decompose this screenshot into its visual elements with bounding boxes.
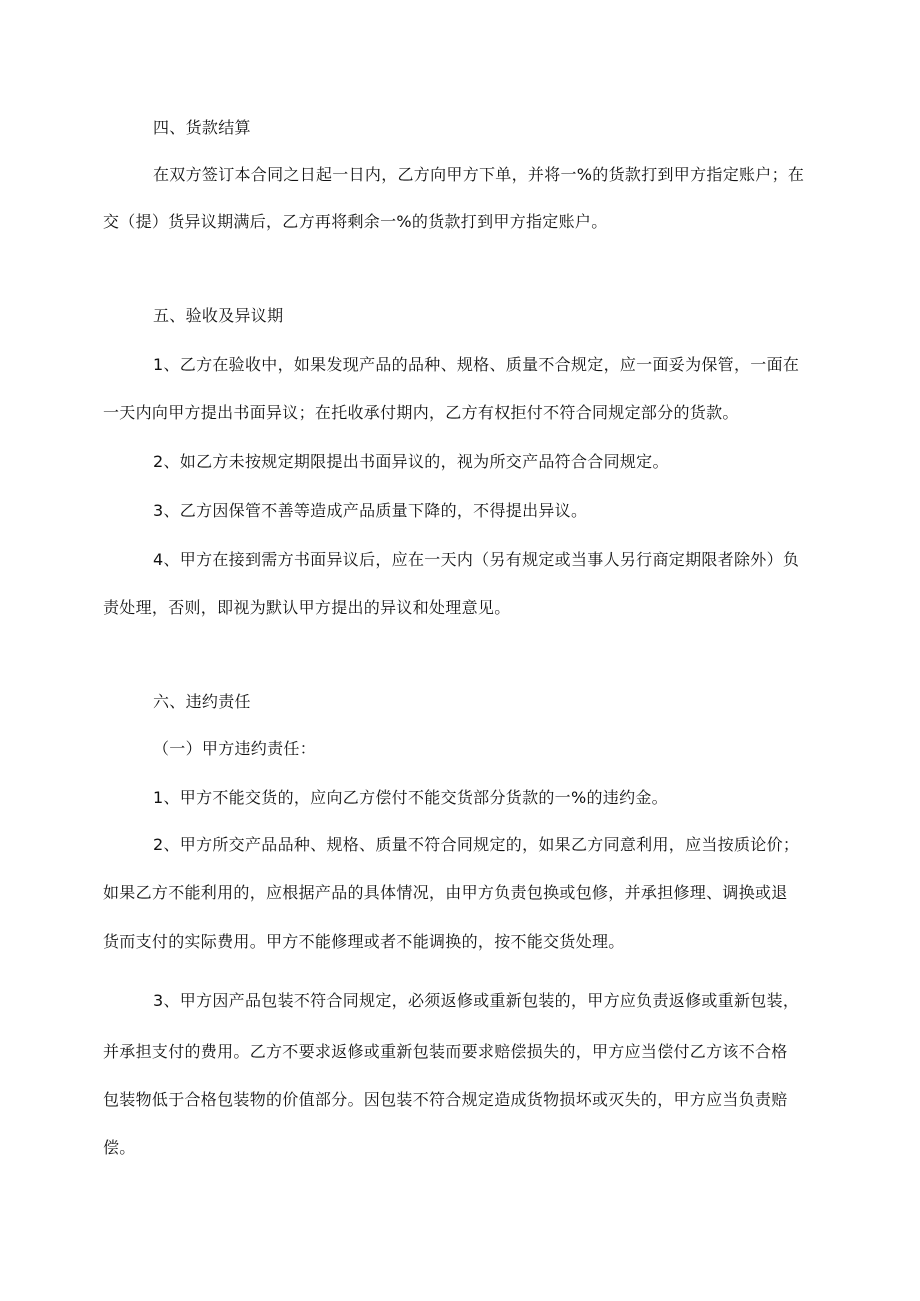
section-heading-liability: 六、违约责任 bbox=[153, 692, 251, 711]
liability-item-3-line: 3、甲方因产品包装不符合同规定，必须返修或重新包装的，甲方应负责返修或重新包装， bbox=[153, 991, 800, 1010]
inspection-item-4-line: 4、甲方在接到需方书面异议后，应在一天内（另有规定或当事人另行商定期限者除外）负 bbox=[153, 550, 800, 569]
subsection-heading-party-a: （一）甲方违约责任： bbox=[153, 739, 317, 758]
inspection-item-1-line: 一天内向甲方提出书面异议；在托收承付期内，乙方有权拒付不符合同规定部分的货款。 bbox=[103, 403, 739, 422]
liability-item-3-line: 并承担支付的费用。乙方不要求返修或重新包装而要求赔偿损失的，甲方应当偿付乙方该不合格 bbox=[103, 1042, 788, 1061]
liability-item-3-line: 包装物低于合格包装物的价值部分。因包装不符合规定造成货物损坏或灭失的，甲方应当负责赔 bbox=[103, 1090, 788, 1109]
section-heading-payment: 四、货款结算 bbox=[153, 118, 251, 137]
inspection-item-3: 3、乙方因保管不善等造成产品质量下降的，不得提出异议。 bbox=[153, 501, 588, 520]
inspection-item-2: 2、如乙方未按规定期限提出书面异议的，视为所交产品符合合同规定。 bbox=[153, 452, 669, 471]
liability-item-3-line: 偿。 bbox=[103, 1138, 136, 1157]
liability-item-2-line: 2、甲方所交产品品种、规格、质量不符合同规定的，如果乙方同意利用，应当按质论价； bbox=[153, 835, 800, 854]
inspection-item-4-line: 责处理，否则，即视为默认甲方提出的异议和处理意见。 bbox=[103, 598, 511, 617]
paragraph-payment-line: 交（提）货异议期满后，乙方再将剩余一%的货款打到甲方指定账户。 bbox=[103, 212, 608, 231]
inspection-item-1-line: 1、乙方在验收中，如果发现产品的品种、规格、质量不合规定，应一面妥为保管，一面在 bbox=[153, 355, 800, 374]
liability-item-2-line: 如果乙方不能利用的，应根据产品的具体情况，由甲方负责包换或包修，并承担修理、调换或退 bbox=[103, 883, 788, 902]
liability-item-2-line: 货而支付的实际费用。甲方不能修理或者不能调换的，按不能交货处理。 bbox=[103, 932, 625, 951]
paragraph-payment-line: 在双方签订本合同之日起一日内，乙方向甲方下单，并将一%的货款打到甲方指定账户；在 bbox=[153, 165, 805, 184]
section-heading-inspection: 五、验收及异议期 bbox=[153, 306, 284, 325]
liability-item-1: 1、甲方不能交货的，应向乙方偿付不能交货部分货款的一%的违约金。 bbox=[153, 788, 668, 807]
